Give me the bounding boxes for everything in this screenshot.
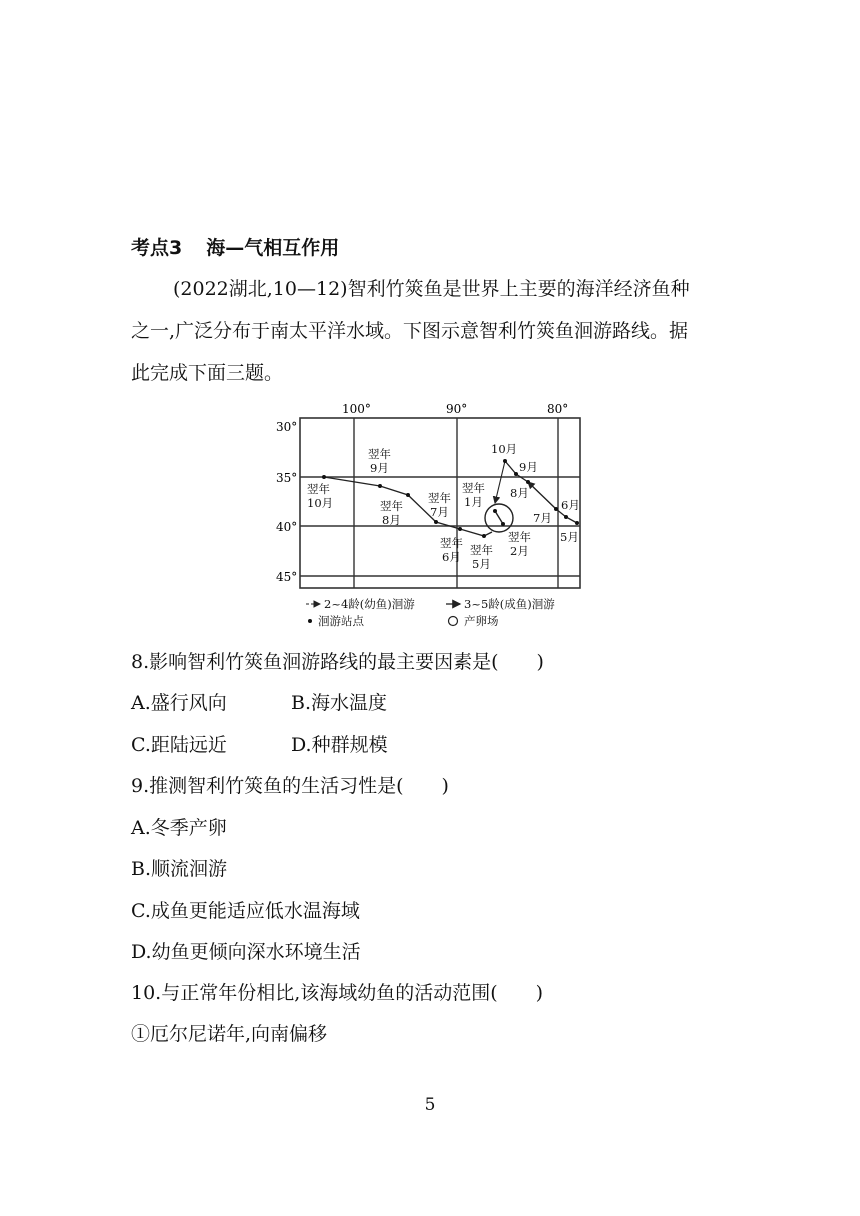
label-ad-7: 7月 [533,511,552,525]
question-9-stem: 9.推测智利竹筴鱼的生活习性是( ) [131,775,449,797]
station [514,472,518,476]
station [434,520,438,524]
label-juv-y10-a: 翌年 [307,482,330,496]
label-ad-9: 9月 [519,460,538,474]
q8-option-a: A.盛行风向 [131,692,227,714]
question-8-stem: 8.影响智利竹筴鱼洄游路线的最主要因素是( ) [131,651,544,673]
label-ad-y2-b: 2月 [510,544,529,558]
label-ad-y1-b: 1月 [464,495,483,509]
q8-option-d: D.种群规模 [291,734,388,756]
station [322,475,326,479]
map-legend [306,597,555,628]
label-juv-y5-a: 翌年 [470,543,493,557]
question-10-stem: 10.与正常年份相比,该海域幼鱼的活动范围( ) [131,982,544,1004]
legend-spawning: 产卵场 [464,614,499,628]
label-ad-y2-a: 翌年 [508,530,531,544]
label-ad-6: 6月 [561,498,580,512]
label-juv-y8-a: 翌年 [380,499,403,513]
q8-option-b: B.海水温度 [291,692,388,714]
page-number: 5 [424,1095,436,1115]
lon-label-80: 80° [547,402,569,416]
label-ad-10: 10月 [491,442,518,456]
station [493,509,497,513]
station [575,521,579,525]
lat-label-35: 35° [276,471,298,485]
station [406,493,410,497]
station [501,522,505,526]
label-juv-y7-a: 翌年 [428,491,451,505]
station [458,527,462,531]
label-juv-y9-a: 翌年 [368,447,391,461]
spawning-path [495,511,503,524]
section-heading [131,236,339,260]
label-juv-y8-b: 8月 [382,513,401,527]
q9-option-a: A.冬季产卵 [131,817,227,839]
label-juv-y6-b: 6月 [442,550,461,564]
legend-adult: 3~5龄(成鱼)洄游 [464,597,555,611]
legend-juvenile: 2~4龄(幼鱼)洄游 [324,597,415,611]
lon-label-100: 100° [342,402,371,416]
label-juv-y6-a: 翌年 [440,536,463,550]
section-title: 海—气相互作用 [206,237,340,259]
intro-line-2: 之一,广泛分布于南太平洋水域。下图示意智利竹筴鱼洄游路线。据 [131,320,689,342]
section-label: 考点3 [131,237,183,259]
label-juv-y9-b: 9月 [370,461,389,475]
station [378,484,382,488]
q9-option-d: D.幼鱼更倾向深水环境生活 [131,941,361,963]
adult-route-arrow-2 [528,482,556,509]
q9-option-b: B.顺流洄游 [131,858,228,880]
label-juv-y5-b: 5月 [472,557,491,571]
q10-statement-1: ①厄尔尼诺年,向南偏移 [131,1023,328,1045]
adult-route-arrow [495,461,505,503]
migration-map [270,398,590,630]
intro-line-1: (2022湖北,10—12)智利竹筴鱼是世界上主要的海洋经济鱼种 [173,278,690,300]
station [554,507,558,511]
lon-label-90: 90° [446,402,468,416]
lat-label-30: 30° [276,420,298,434]
label-ad-8: 8月 [510,486,529,500]
intro-paragraph [131,268,731,394]
label-ad-5: 5月 [560,530,579,544]
label-ad-y1-a: 翌年 [462,481,485,495]
lat-label-40: 40° [276,520,298,534]
station [482,534,486,538]
station [526,480,530,484]
station [564,515,568,519]
label-juv-y10-b: 10月 [307,496,334,510]
label-juv-y7-b: 7月 [430,505,449,519]
station [503,459,507,463]
migration-map-figure [270,398,590,630]
q9-option-c: C.成鱼更能适应低水温海域 [131,900,360,922]
intro-line-3: 此完成下面三题。 [131,362,284,384]
q8-option-c: C.距陆远近 [131,734,227,756]
legend-station: 洄游站点 [318,614,364,628]
lat-label-45: 45° [276,570,298,584]
